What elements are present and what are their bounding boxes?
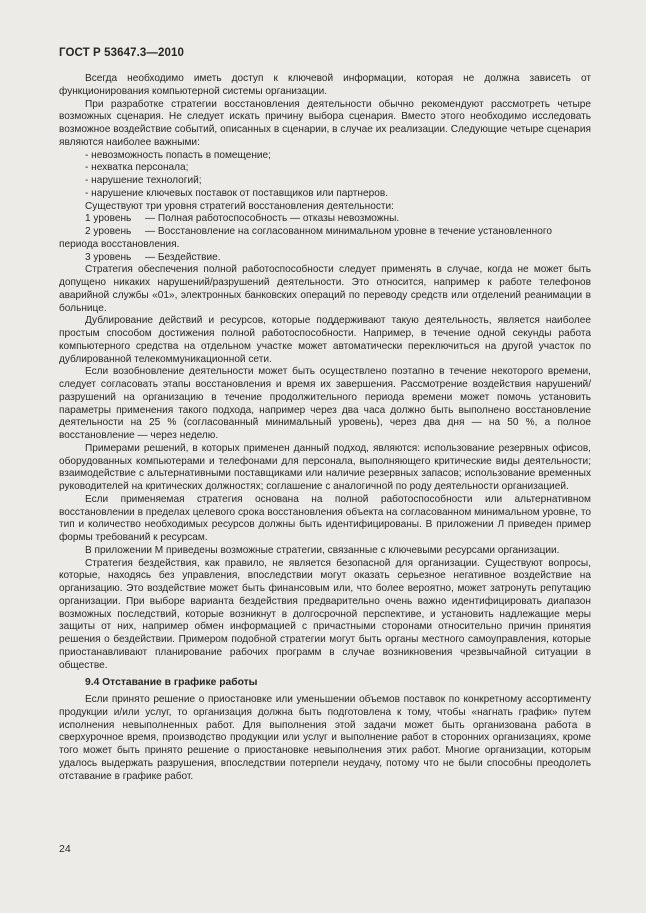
- document-header: ГОСТ Р 53647.3—2010: [59, 47, 184, 59]
- section-title: 9.4 Отставание в графике работы: [85, 677, 258, 689]
- list-item: - нехватка персонала;: [85, 162, 189, 174]
- list-item: - нарушение технологий;: [85, 175, 202, 186]
- level-label: 1 уровень: [85, 213, 132, 225]
- list-item: - нарушение ключевых поставок от поставщиков или партнеров.: [85, 187, 389, 199]
- paragraph: Если принято решение о приостановке или уменьшении объемов поставок по конкретному ассортименту продукции и/или услуг, то организация должна быть подготовлена к тому, чтобы «нагнать график» путем исполнения невыполненных работ. Для выполнения этой задачи может быть организована работа в сверхурочное время, производство продукции или услуг и выполнение работ в сторонних организациях, кроме того может быть принято решение о приостановке невыполнения этих работ. Многие организации, которым удалось выдержать разрушения, впоследствии потерпели неудачу, потому что не были способны преодолеть отставание в графике работ.: [59, 694, 591, 782]
- level-label: 3 уровень: [85, 251, 132, 263]
- level-item: [59, 252, 591, 265]
- paragraph: Стратегия бездействия, как правило, не является безопасной для организации. Существуют вопросы, которые, находясь без управления, впоследствии могут оказать серьезное негативное воздействие на организацию. Это воздействие может быть финансовым или, что более вероятно, может затронуть репутацию организации. При выборе варианта бездействия предварительно очень важно идентифицировать диапазон возможных последствий, которые возникнут в долгосрочной перспективе, и установить надлежащие меры защиты от них, например обмен информацией с причастными сторонами относительно причин принятия решения о бездействии. Примером подобной стратегии могут быть органы местного самоуправления, которые приостанавливают планирование рабочих программ в случае возникновения чрезвычайной ситуации в обществе.: [59, 557, 591, 671]
- page-number: 24: [59, 843, 71, 855]
- document-body: [59, 73, 591, 783]
- level-label: 2 уровень: [85, 226, 132, 237]
- paragraph: Всегда необходимо иметь доступ к ключевой информации, которая не должна зависеть от функционирования компьютерной системы организации.: [59, 73, 591, 97]
- level-text: — Бездействие.: [145, 251, 221, 263]
- list-item: - невозможность попасть в помещение;: [85, 149, 271, 161]
- level-text-continued: периода восстановления.: [59, 238, 180, 250]
- level-text: — Восстановление на согласованном минимальном уровне в течение установленного: [145, 226, 552, 237]
- level-item: [59, 226, 591, 252]
- paragraph: Если возобновление деятельности может быть осуществлено поэтапно в течение некоторого времени, следует согласовать этапы восстановления и время их завершения. Рассмотрение воздействия нарушений/разрушений на организацию в течение продолжительного периода времени может помочь установить параметры применения такого подхода, например через два часа должно быть выполнено восстановление деятельности на 25 % (согласованный минимальный уровень), через два дня — на 50 %, а полное восстановление — через неделю.: [59, 366, 591, 441]
- paragraph: Если применяемая стратегия основана на полной работоспособности или альтернативном восстановлении в пределах целевого срока восстановления объекта на согласованном минимальном уровне, то тип и количество необходимых ресурсов должны быть идентифицированы. В приложении Л приведен пример формы требований к ресурсам.: [59, 493, 591, 543]
- paragraph: Дублирование действий и ресурсов, которые поддерживают такую деятельность, является наиболее простым способом достижения полной работоспособности. Например, в течение одной секунды работа компьютерного средства на отдельном участке может автоматически переключиться на другой участок по дублированной телекоммуникационной сети.: [59, 315, 591, 365]
- level-item: [59, 213, 591, 226]
- paragraph: Существуют три уровня стратегий восстановления деятельности:: [85, 200, 394, 212]
- paragraph: Примерами решений, в которых применен данный подход, являются: использование резервных офисов, оборудованных компьютерами и телефонами для персонала, выполняющего критические виды деятельности; взаимодействие с альтернативными поставщиками или наличие резервных запасов; использование временных руководителей на критических должностях; соглашение с аналогичной по роду деятельности организацией.: [59, 442, 591, 492]
- level-text: — Полная работоспособность — отказы невозможны.: [145, 213, 400, 225]
- paragraph: При разработке стратегии восстановления деятельности обычно рекомендуют рассмотреть четыре возможных сценария. Не следует искать причину выбора сценария. Вместо этого необходимо исследовать возможное воздействие событий, описанных в сценарии, в случае их реализации. Следующие четыре сценария являются наиболее важными:: [59, 98, 591, 148]
- paragraph: Стратегия обеспечения полной работоспособности следует применять в случае, когда не может быть допущено никаких нарушений/разрушений деятельности. Это относится, например к работе телефонов аварийной службы «01», электронных банковских операций по переводу средств или отделений реанимации в больнице.: [59, 264, 591, 314]
- paragraph: В приложении М приведены возможные стратегии, связанные с ключевыми ресурсами организации.: [85, 544, 560, 556]
